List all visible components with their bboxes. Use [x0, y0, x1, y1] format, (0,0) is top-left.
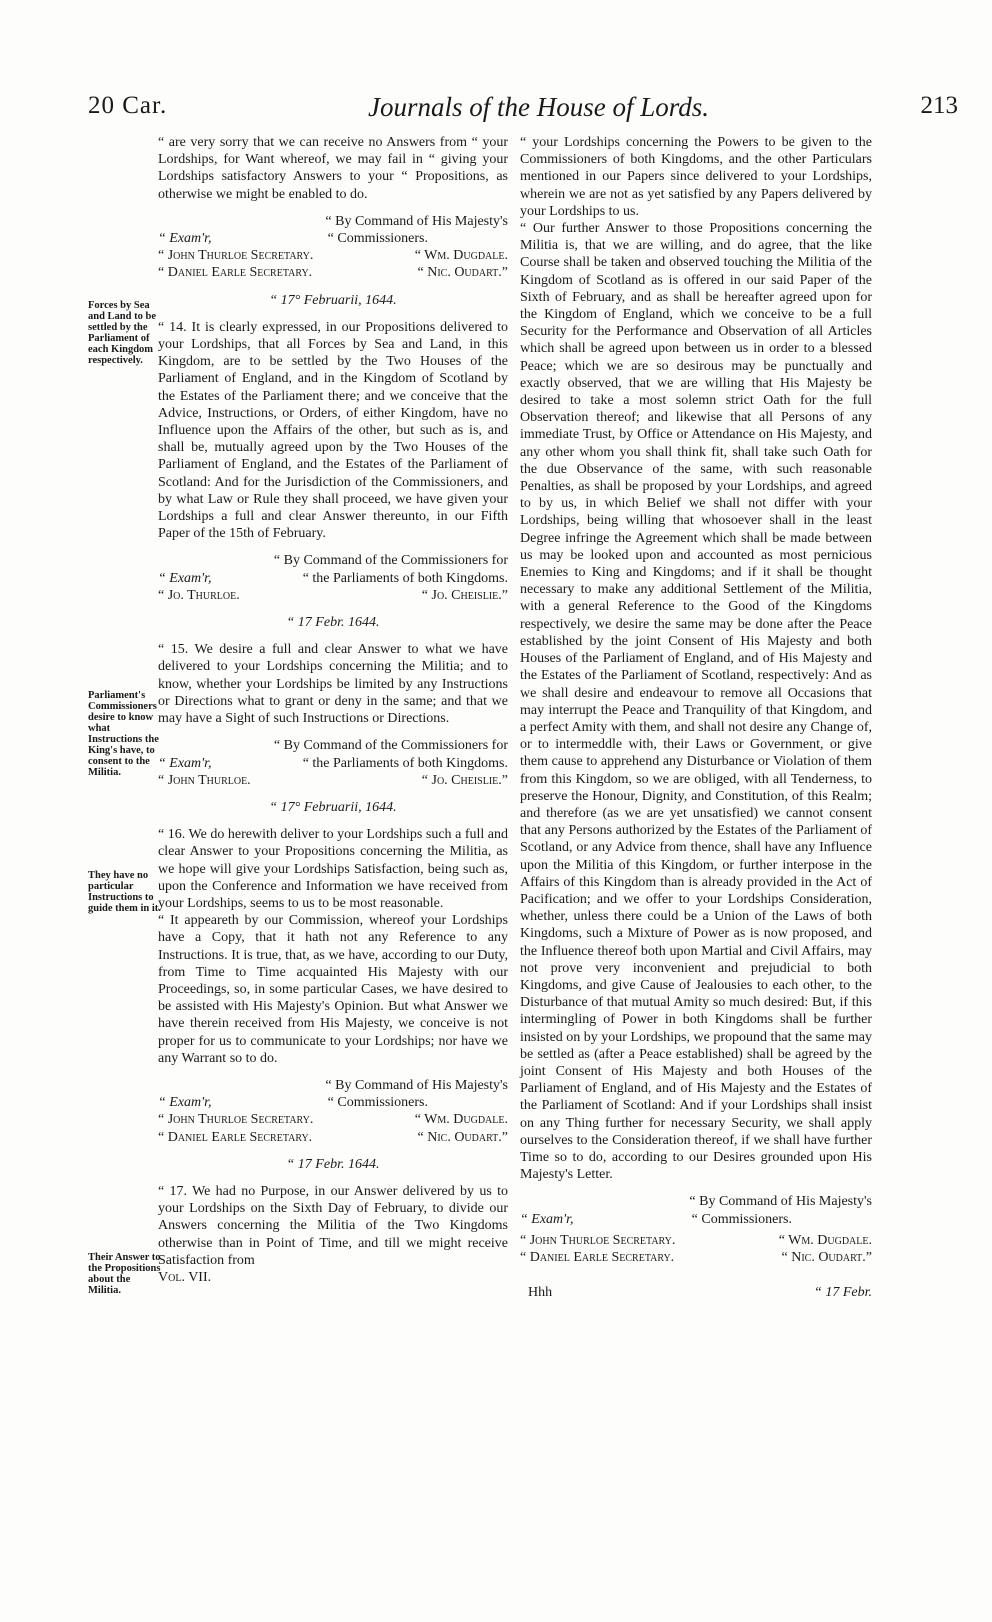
margin-note-no-instructions: They have no particular Instructions to guide them in it. — [88, 870, 161, 914]
volume-mark: Vol. VII. — [158, 1269, 212, 1285]
command-line: “ By Command of His Majesty's — [325, 1077, 508, 1093]
exam-label: “ Exam'r, — [158, 570, 212, 586]
signature-mark: Hhh — [528, 1285, 553, 1301]
command-line: “ By Command of His Majesty's — [689, 1194, 872, 1210]
paragraph-continued: “ your Lordships concerning the Powers to be given to the Commissioners of both Kingdoms, and the other Particulars mentioned in our Papers since delivered to your Lordships, wherein we are not as yet satisfied by any Papers delivered by your Lordships to us. — [520, 135, 872, 219]
signature: “ Daniel Earle Secretary. — [158, 265, 313, 281]
margin-note-forces: Forces by Sea and Land to be settled by the Parliament of each Kingdom respectively. — [88, 300, 156, 366]
paragraph-17: “ 17. We had no Purpose, in our Answer delivered by us to your Lordships on the Sixth Day of February, to divide our Answers concerning the Militia of the Two Kingdoms otherwise than in Point of Time, and till we might receive Satisfaction from — [158, 1183, 508, 1268]
signature: “ Daniel Earle Secretary. — [520, 1250, 675, 1265]
exam-label: “ Exam'r, — [158, 231, 212, 247]
signature: “ Nic. Oudart.” — [781, 1250, 872, 1265]
date-heading: “ 17° Februarii, 1644. — [269, 292, 397, 308]
signature: “ John Thurloe Secretary. — [520, 1232, 676, 1248]
page-number: 213 — [920, 92, 958, 119]
signature: “ Nic. Oudart.” — [417, 265, 508, 281]
commissioners-label: “ Commissioners. — [327, 1095, 428, 1111]
signature: “ Wm. Dugdale. — [414, 1112, 508, 1128]
journal-title: Journals of the House of Lords. — [368, 92, 710, 122]
right-column — [520, 134, 872, 1301]
paragraph-militia-answer: “ Our further Answer to those Propositions concerning the Militia is, that we are willing, and do agree, that the like Course shall be taken and observed touching the Militia of the Kingdom of Scotland as is offered in our said Paper of the Sixth of February, and as shall be hereafter agreed upon for the Kingdom of England, which we conceive to be a full Security for the Performance and Observation of all Articles which shall be agreed upon between us in order to a blessed Peace; which we are so desirous may be punctually and exactly observed, that we are willing that His Majesty be desired to take a most solemn strict Oath for the full Observation thereof; and likewise that all Persons of any immediate Trust, by Office or Attendance on His Majesty, and any other whom you shall think fit, shall take such Oath for the due Observance of the same, with such reasonable Penalties, as shall be proposed by your Lordships, and agreed to by us, in which Belief we shall not differ with your Lordships, being willing that whosoever shall in the least Degree infringe the Agreement which shall be made between us may be looked upon and accounted as most pernicious Enemies to King and Kingdoms; and if it shall be thought necessary to make any additional Settlement of the Militia, with a general Reference to the Good of the Kingdoms respectively, we desire the same may be done after the Peace established by the joint Consent of His Majesty and both Houses of the Parliament of England, and of His Majesty and the Estates of the Parliament of Scotland, respectively: And as we shall desire and endeavour to remove all Occasions that may interrupt the Peace and Tranquility of that Kingdom, and a perfect Amity with them, and shall not desire any Change of, or to intermeddle with, their Laws or Government, or give them cause to apprehend any Disturbance or Violation of them from this Kingdom, so we are obliged, with all Tenderness, to preserve the Honour, Dignity, and Constitution, of this Realm; and therefore (as we are yet unsatisfied) we cannot consent that any Persons authorized by the Estates of the Parliament of Scotland, or any Advice from thence, shall have any Influence upon the Militia of this Kingdom, or further interpose in the Affairs of this Kingdom than is already provided in the Act of Pacification; and we offer to your Lordships Consideration, whether, unless there could be a Union of the Laws of both Kingdoms, such a Mixture of Power as is now proposed, and the Influence thereof both upon Martial and Civil Affairs, may not prove very inconvenient and prejudicial to both Kingdoms, and give Cause of Jealousies to each other, to the Disturbance of that mutual Amity so much desired: But, if this intermingling of Power in both Kingdoms shall be further insisted on by your Lordships, we propound that the same may be settled as (after a Peace established) shall be agreed by the joint Consent of His Majesty and both Houses of the Parliament of England, and of His Majesty and the Estates of the Parliament of Scotland: And if your Lordships shall insist on any Thing further for necessary Security, we shall apply ourselves to the Consideration thereof, if we shall have further Time so to do, according to our Desires grounded upon His Majesty's Letter. — [520, 221, 872, 1183]
exam-label: “ Exam'r, — [158, 755, 212, 771]
commissioners-label: “ Commissioners. — [691, 1211, 792, 1227]
signature: “ John Thurloe Secretary. — [158, 1112, 314, 1128]
signature: “ John Thurloe Secretary. — [158, 248, 314, 264]
command-line: “ By Command of the Commissioners for — [273, 553, 508, 569]
catchword: “ 17 Febr. — [814, 1285, 872, 1301]
date-heading: “ 17° Februarii, 1644. — [269, 799, 397, 815]
signature: “ Wm. Dugdale. — [778, 1232, 872, 1248]
paragraph-16-continued: “ It appeareth by our Commission, whereof your Lordships have a Copy, that it hath not any Reference to any Instructions. It is true, that, as we have, according to our Duty, from Time to Time acquainted His Majesty with our Proceedings, so, in some particular Cases, we have desired to be assisted with His Majesty's Opinion. But what Answer we have therein received from His Majesty, we conceive is not proper for us to communicate to your Lordships; nor have we any Warrant so to do. — [158, 913, 508, 1066]
date-heading: “ 17 Febr. 1644. — [286, 1156, 380, 1172]
margin-note-militia-instructions: Parliament's Commissioners desire to know what Instructions the King's have, to consent to the Militia. — [88, 690, 159, 778]
parliaments-label: “ the Parliaments of both Kingdoms. — [302, 570, 508, 586]
commissioners-label: “ Commissioners. — [327, 231, 428, 247]
paragraph-15: “ 15. We desire a full and clear Answer to what we have delivered to your Lordships concerning the Militia; and to know, whether your Lordships be limited by any Instructions or Directions what to grant or deny in the same; and that we may have a Sight of such Instructions or Directions. — [158, 642, 508, 727]
date-heading: “ 17 Febr. 1644. — [286, 615, 380, 631]
left-column — [158, 134, 508, 1286]
signature: “ Daniel Earle Secretary. — [158, 1129, 313, 1145]
paragraph-opening: “ are very sorry that we can receive no Answers from “ your Lordships, for Want whereof, we may fail in “ giving your Lordships satisfactory Answers to your “ Propositions, as otherwise we might be enabled to do. — [158, 135, 508, 202]
exam-label: “ Exam'r, — [158, 1095, 212, 1111]
command-line: “ By Command of the Commissioners for — [273, 738, 508, 754]
paragraph-16: “ 16. We do herewith deliver to your Lordships such a full and clear Answer to your Propositions concerning the Militia, as we hope will give your Lordships Satisfaction, being such as, upon the Conference and Information we have received from your Lordships, seems to us to be most reasonable. — [158, 827, 508, 911]
regnal-year: 20 Car. — [88, 92, 168, 119]
signature: “ Jo. Cheislie.” — [421, 772, 508, 788]
parliaments-label: “ the Parliaments of both Kingdoms. — [302, 755, 508, 771]
signature: “ John Thurloe. — [158, 772, 251, 788]
page-header — [88, 92, 958, 128]
signature: “ Jo. Cheislie.” — [421, 587, 508, 603]
signature: “ Jo. Thurloe. — [158, 587, 240, 603]
margin-note-answer-militia: Their Answer to the Propositions about the Militia. — [88, 1252, 161, 1296]
exam-label: “ Exam'r, — [520, 1211, 574, 1227]
paragraph-14: “ 14. It is clearly expressed, in our Propositions delivered to your Lordships, that all Forces by Sea and Land, in this Kingdom, are to be settled by the Two Houses of the Parliament of England, and in the Kingdom of Scotland by the Estates of the Parliament there; and we conceive that the Advice, Instructions, or Orders, of either Kingdom, have no Influence upon the Affairs of the other, but such as is, and shall be, mutually agreed upon by the Two Houses of the Parliament of England, and the Estates of the Parliament of Scotland: And for the Jurisdiction of the Commissioners, and by what Law or Rule they shall proceed, we have given your Lordships a full and clear Answer thereunto, in our Fifth Paper of the 15th of February. — [158, 319, 508, 542]
signature: “ Nic. Oudart.” — [417, 1129, 508, 1145]
command-line: “ By Command of His Majesty's — [325, 213, 508, 229]
signature: “ Wm. Dugdale. — [414, 248, 508, 264]
